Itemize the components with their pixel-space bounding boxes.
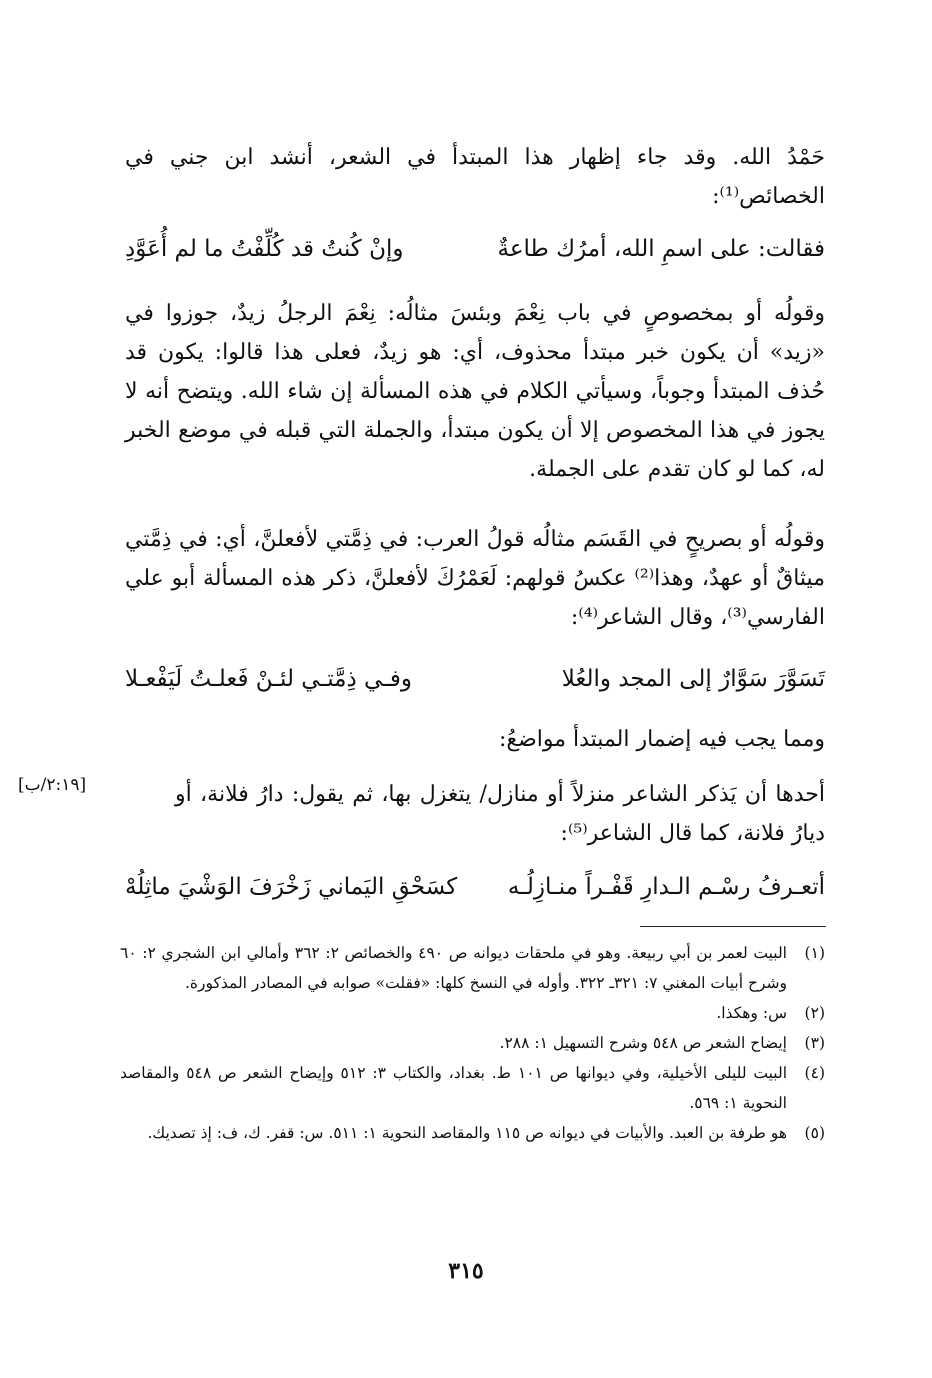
verse-1	[125, 236, 825, 262]
verse-2-first-hemistich: تَسَوَّرَ سَوَّارٌ إلى المجد والعُلا	[561, 666, 825, 692]
footnote	[120, 1118, 825, 1148]
paragraph-text: وقولُه أو بصريحٍ في القَسَم مثالُه قولُ العرب: في ذِمَّتي لأفعلنَّ، أي: في ذِمَّتي ميثاقٌ أو عهدٌ، وهذا⁽²⁾ عكسُ قولهم: لَعَمْرُكَ لأفعلنَّ، ذكر هذه المسألة أبو علي الفارسي⁽³⁾، وقال الشاعر⁽⁴⁾:	[125, 527, 825, 630]
paragraph-text: ومما يجب فيه إضمار المبتدأ مواضعُ:	[498, 727, 825, 752]
paragraph-1	[125, 138, 825, 216]
verse-2-second-hemistich: وفـي ذِمَّتـي لئـنْ فَعلـتُ لَيَفْعـلا	[125, 666, 413, 692]
page-number: ٣١٥	[448, 1258, 484, 1284]
paragraph-5	[175, 775, 825, 853]
verse-3	[125, 874, 825, 900]
footnote-text: البيت لليلى الأخيلية، وفي ديوانها ص ١٠١ ط. بغداد، والكتاب ٣: ٥١٢ وإيضاح الشعر ص ٥٤٨ والمقاصد النحوية ١: ٥٦٩.	[120, 1064, 788, 1112]
footnotes	[120, 938, 825, 1148]
paragraph-text: وقولُه أو بمخصوصٍ في باب نِعْمَ وبئسَ مثالُه: نِعْمَ الرجلُ زيدٌ، جوزوا في «زيد» أن يكون خبر مبتدأ محذوف، أي: هو زيدٌ، فعلى هذا قالوا: يكون قد حُذف المبتدأ وجوباً، وسيأتي الكلام في هذه المسألة إن شاء الله. ويتضح أنه لا يجوز في هذا المخصوص إلا أن يكون مبتدأ، والجملة التي قبله في موضع الخبر له، كما لو كان تقدم على الجملة.	[125, 301, 825, 482]
footnote-number: (٥)	[804, 1124, 825, 1142]
footnote	[120, 1058, 825, 1118]
paragraph-text: حَمْدُ الله. وقد جاء إظهار هذا المبتدأ في الشعر، أنشد ابن جني في الخصائص⁽¹⁾:	[125, 145, 825, 209]
footnote-text: البيت لعمر بن أبي ربيعة. وهو في ملحقات ديوانه ص ٤٩٠ والخصائص ٢: ٣٦٢ وأمالي ابن الشجري ٢: ٦٠ وشرح أبيات المغني ٧: ٣٢١ـ ٣٢٢. وأوله في النسخ كلها: «فقلت» صوابه في المصادر المذكورة.	[120, 944, 787, 992]
footnote-text: هو طرفة بن العبد. والأبيات في ديوانه ص ١١٥ والمقاصد النحوية ١: ٥١١. س: قفر. ك، ف: إذ تصديك.	[147, 1124, 787, 1142]
paragraph-2	[125, 294, 825, 489]
paragraph-3	[125, 520, 825, 637]
paragraph-text: أحدها أن يَذكر الشاعر منزلاً أو منازل/ يتغزل بها، ثم يقول: دارُ فلانة، أو ديارُ فلانة، كما قال الشاعر⁽⁵⁾:	[175, 782, 825, 846]
verse-3-second-hemistich: كسَحْقِ اليَماني زَخْرَفَ الوَشْيَ ماثِلُهْ	[125, 874, 458, 900]
footnote-text: س: وهكذا.	[716, 1004, 787, 1022]
verse-1-second-hemistich: وإنْ كُنتُ قد كُلِّفْتُ ما لم أُعَوَّدِ	[125, 236, 404, 262]
verse-3-first-hemistich: أتعـرفُ رسْـم الـدارِ قَفْـراً منـازِلُـه	[507, 874, 825, 900]
footnote	[120, 998, 825, 1028]
footnote-number: (٣)	[804, 1034, 825, 1052]
footnote-separator	[640, 926, 826, 927]
footnote-number: (٤)	[804, 1064, 825, 1082]
footnote	[120, 938, 825, 998]
verse-1-first-hemistich: فقالت: على اسمِ الله، أمرُك طاعةٌ	[497, 236, 825, 262]
footnote-text: إيضاح الشعر ص ٥٤٨ وشرح التسهيل ١: ٢٨٨.	[499, 1034, 787, 1052]
manuscript-folio-reference: [٢:١٩/ب]	[18, 775, 87, 795]
paragraph-4	[125, 720, 825, 759]
footnote	[120, 1028, 825, 1058]
footnote-number: (٢)	[804, 1004, 825, 1022]
footnote-number: (١)	[804, 944, 825, 962]
verse-2	[125, 666, 825, 692]
